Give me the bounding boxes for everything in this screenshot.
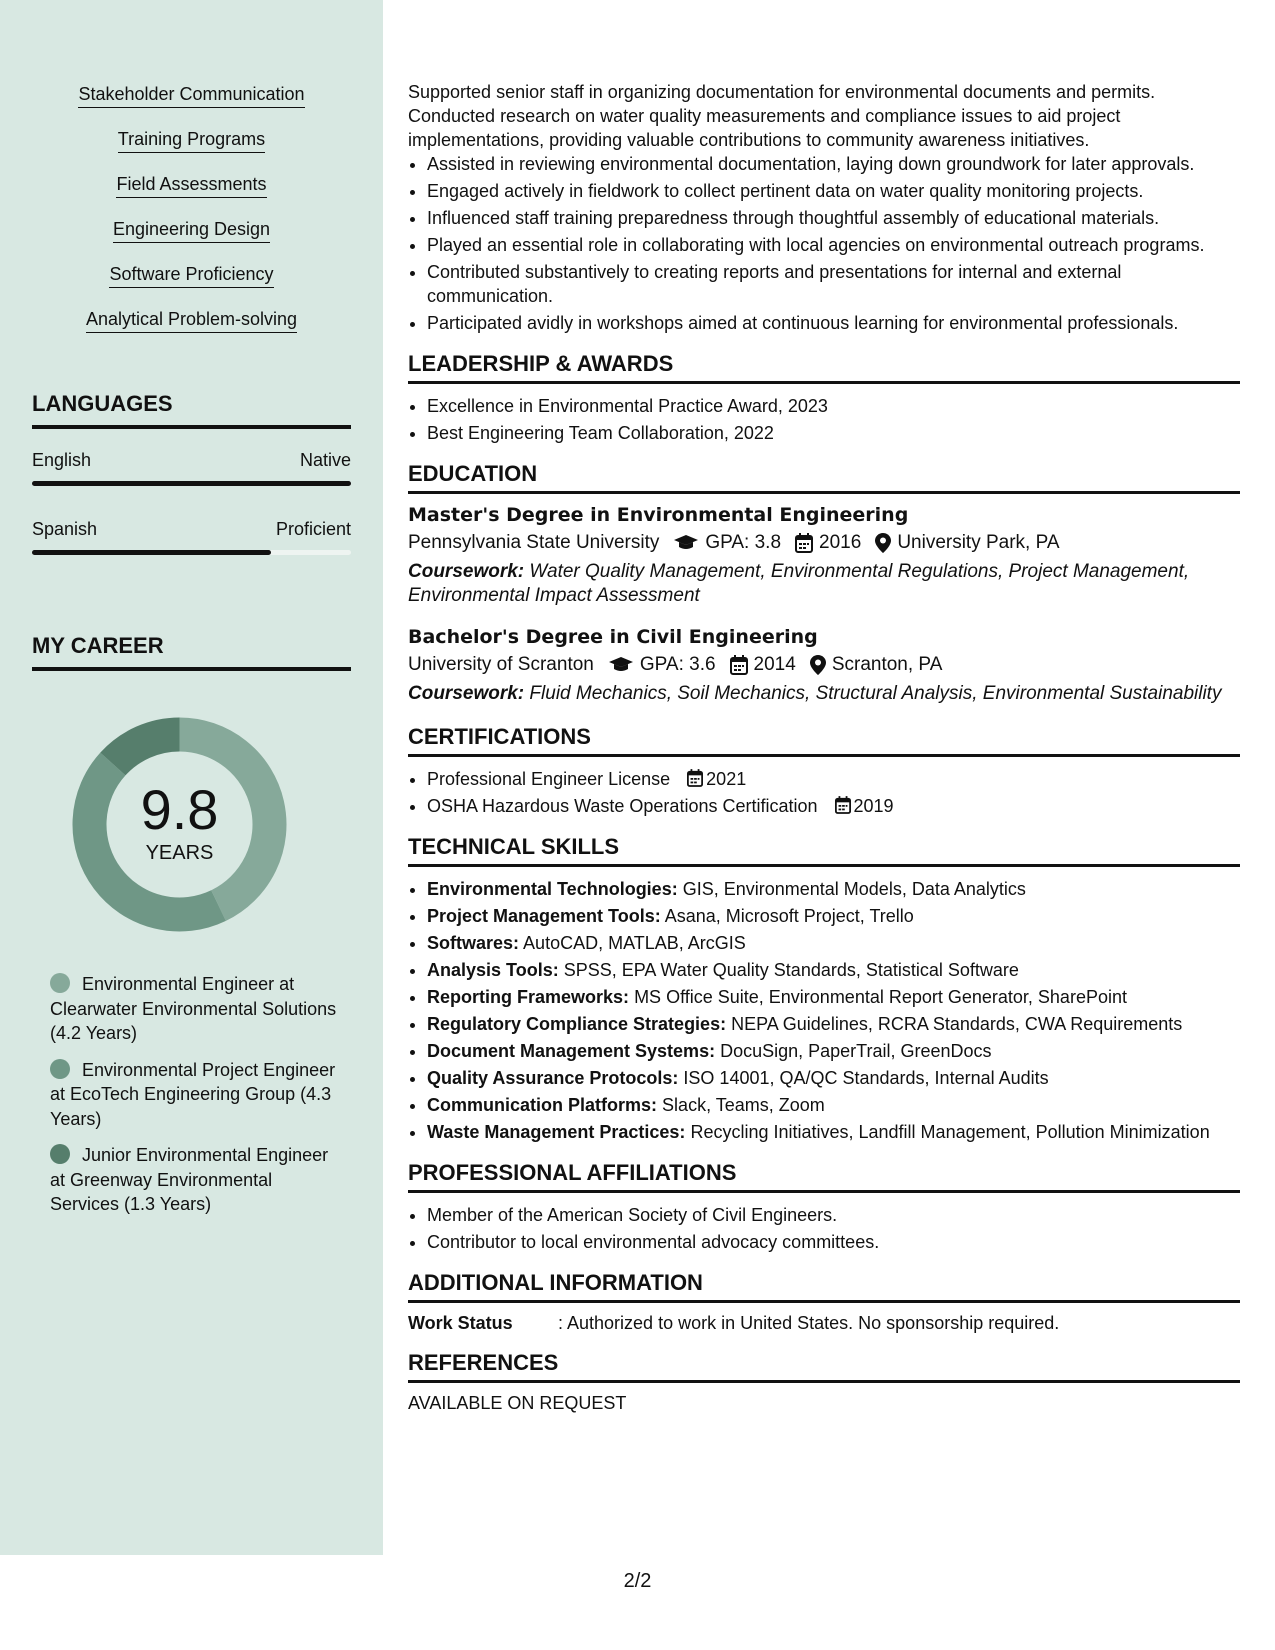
graduation-year: 2016 — [819, 532, 862, 553]
gpa: GPA: 3.6 — [639, 654, 716, 675]
experience-summary: Supported senior staff in organizing documentation for environmental documents and permits. Conducted research on water quality measurements and compliance issues to aid project implementations, providing valuable contributions to community awareness initiatives. — [408, 82, 1156, 150]
school-name: Pennsylvania State University — [408, 532, 660, 553]
coursework-label: Coursework: — [408, 561, 525, 582]
list-item: • Contributed substantively to creating reports and presentations for internal and external communication. — [427, 260, 1240, 308]
skill-label: Document Management Systems: — [427, 1041, 716, 1061]
career-color-dot — [50, 1144, 70, 1164]
references-text: AVAILABLE ON REQUEST — [408, 1393, 627, 1413]
skill-item: Training Programs — [118, 129, 265, 153]
degree-title: Bachelor's Degree in Civil Engineering — [408, 626, 818, 648]
graduation-cap-icon — [608, 656, 634, 674]
calendar-icon — [795, 533, 813, 553]
skill-label: Analysis Tools: — [427, 960, 559, 980]
career-item-text: Environmental Engineer at Clearwater Environmental Solutions (4.2 Years) — [50, 974, 337, 1043]
location-pin-icon — [810, 655, 826, 675]
language-level: Native — [299, 450, 351, 470]
certification-year: 2019 — [853, 796, 894, 816]
affiliations-list — [408, 1203, 1240, 1254]
career-color-dot — [50, 973, 70, 993]
list-item: • Played an essential role in collaborating with local agencies on environmental outreach programs. — [427, 233, 1240, 257]
career-total-unit: YEARS — [145, 842, 214, 864]
career-item — [50, 1143, 340, 1217]
language-row — [32, 519, 351, 540]
work-status-label: Work Status — [408, 1313, 513, 1333]
list-item: • Participated avidly in workshops aimed at continuous learning for environmental professionals. — [427, 311, 1240, 335]
coursework — [408, 560, 1240, 608]
certifications-heading: CERTIFICATIONS — [408, 724, 1240, 757]
certification-name: OSHA Hazardous Waste Operations Certification — [427, 796, 818, 816]
school-name: University of Scranton — [408, 654, 594, 675]
skill-value: Recycling Initiatives, Landfill Management, Pollution Minimization — [690, 1122, 1210, 1142]
list-item: • Excellence in Environmental Practice Award, 2023 — [427, 394, 1240, 418]
main-content — [408, 80, 1240, 1414]
career-color-dot — [50, 1059, 70, 1079]
list-item — [427, 794, 1240, 818]
skill-label: Softwares: — [427, 933, 520, 953]
list-item: • Contributor to local environmental advocacy committees. — [427, 1230, 1240, 1254]
language-name: English — [32, 450, 92, 470]
list-item — [427, 1066, 1240, 1090]
language-level: Proficient — [275, 519, 351, 539]
certifications-list — [408, 767, 1240, 818]
education-entry — [408, 626, 1240, 706]
language-proficiency-bar — [32, 550, 351, 555]
skill-label: Waste Management Practices: — [427, 1122, 686, 1142]
skill-item: Analytical Problem-solving — [86, 309, 297, 333]
skill-value: AutoCAD, MATLAB, ArcGIS — [523, 933, 746, 953]
skills-list — [0, 84, 383, 354]
list-item — [427, 1093, 1240, 1117]
skill-item: Software Proficiency — [109, 264, 273, 288]
list-item — [427, 1012, 1240, 1036]
list-item: • Engaged actively in fieldwork to collect pertinent data on water quality monitoring projects. — [427, 179, 1240, 203]
experience-bullets — [408, 152, 1240, 335]
school-location: University Park, PA — [897, 532, 1060, 553]
language-name: Spanish — [32, 519, 98, 539]
donut-segment-2 — [113, 735, 180, 764]
list-item: • Assisted in reviewing environmental documentation, laying down groundwork for later approvals. — [427, 152, 1240, 176]
education-entry — [408, 504, 1240, 608]
list-item — [427, 877, 1240, 901]
list-item — [427, 931, 1240, 955]
degree-title: Master's Degree in Environmental Engineering — [408, 504, 909, 526]
skill-value: MS Office Suite, Environmental Report Generator, SharePoint — [634, 987, 1127, 1007]
location-pin-icon — [875, 533, 891, 553]
career-item-text: Environmental Project Engineer at EcoTech Engineering Group (4.3 Years) — [50, 1059, 336, 1129]
career-item — [50, 972, 340, 1046]
skill-value: Asana, Microsoft Project, Trello — [664, 906, 914, 926]
skill-label: Project Management Tools: — [427, 906, 661, 926]
skill-value: ISO 14001, QA/QC Standards, Internal Audits — [683, 1068, 1049, 1088]
career-total — [67, 780, 292, 865]
work-status-row — [408, 1313, 1240, 1334]
language-proficiency-bar — [32, 481, 351, 486]
calendar-icon — [687, 769, 703, 787]
calendar-icon — [730, 655, 748, 675]
references-heading: REFERENCES — [408, 1350, 1240, 1383]
certification-year: 2021 — [706, 769, 747, 789]
career-list — [50, 972, 340, 1229]
graduation-year: 2014 — [753, 654, 796, 675]
skill-label: Communication Platforms: — [427, 1095, 658, 1115]
skill-label: Environmental Technologies: — [427, 879, 678, 899]
skill-value: NEPA Guidelines, RCRA Standards, CWA Requirements — [731, 1014, 1183, 1034]
skill-value: DocuSign, PaperTrail, GreenDocs — [720, 1041, 992, 1061]
list-item: • Influenced staff training preparedness through thoughtful assembly of educational materials. — [427, 206, 1240, 230]
page-number: 2/2 — [623, 1570, 652, 1592]
calendar-icon — [835, 796, 851, 814]
work-status-value: : Authorized to work in United States. No sponsorship required. — [558, 1313, 1060, 1333]
affiliations-heading: PROFESSIONAL AFFILIATIONS — [408, 1160, 1240, 1193]
skill-value: GIS, Environmental Models, Data Analytics — [682, 879, 1026, 899]
language-proficiency-fill — [32, 550, 271, 555]
skill-value: SPSS, EPA Water Quality Standards, Statistical Software — [563, 960, 1019, 980]
coursework-text: Fluid Mechanics, Soil Mechanics, Structural Analysis, Environmental Sustainability — [529, 683, 1222, 704]
graduation-cap-icon — [673, 534, 699, 552]
skill-item: Stakeholder Communication — [78, 84, 304, 108]
language-row — [32, 450, 351, 471]
career-item — [50, 1058, 340, 1132]
technical-skills-list — [408, 877, 1240, 1144]
career-item-text: Junior Environmental Engineer at Greenway Environmental Services (1.3 Years) — [50, 1145, 329, 1214]
school-location: Scranton, PA — [831, 654, 943, 675]
language-proficiency-fill — [32, 481, 351, 486]
career-heading: MY CAREER — [32, 633, 351, 671]
skill-label: Regulatory Compliance Strategies: — [427, 1014, 727, 1034]
list-item — [427, 1120, 1240, 1144]
skill-item: Engineering Design — [113, 219, 270, 243]
degree-meta — [408, 654, 1240, 676]
list-item — [427, 958, 1240, 982]
additional-info-heading: ADDITIONAL INFORMATION — [408, 1270, 1240, 1303]
coursework-label: Coursework: — [408, 683, 525, 704]
skill-item: Field Assessments — [116, 174, 266, 198]
leadership-list — [408, 394, 1240, 445]
technical-skills-heading: TECHNICAL SKILLS — [408, 834, 1240, 867]
skill-label: Quality Assurance Protocols: — [427, 1068, 679, 1088]
coursework — [408, 682, 1240, 706]
degree-meta — [408, 532, 1240, 554]
list-item — [427, 767, 1240, 791]
list-item: • Best Engineering Team Collaboration, 2022 — [427, 421, 1240, 445]
certification-name: Professional Engineer License — [427, 769, 671, 789]
sidebar — [0, 0, 383, 1555]
gpa: GPA: 3.8 — [705, 532, 782, 553]
leadership-heading: LEADERSHIP & AWARDS — [408, 351, 1240, 384]
list-item — [427, 904, 1240, 928]
skill-value: Slack, Teams, Zoom — [662, 1095, 825, 1115]
list-item — [427, 985, 1240, 1009]
skill-label: Reporting Frameworks: — [427, 987, 630, 1007]
list-item — [427, 1039, 1240, 1063]
career-total-value: 9.8 — [140, 778, 219, 841]
languages-heading: LANGUAGES — [32, 391, 351, 429]
coursework-text: Water Quality Management, Environmental Regulations, Project Management, Environmental Impact Assessment — [408, 561, 1190, 606]
education-heading: EDUCATION — [408, 461, 1240, 494]
list-item: • Member of the American Society of Civil Engineers. — [427, 1203, 1240, 1227]
